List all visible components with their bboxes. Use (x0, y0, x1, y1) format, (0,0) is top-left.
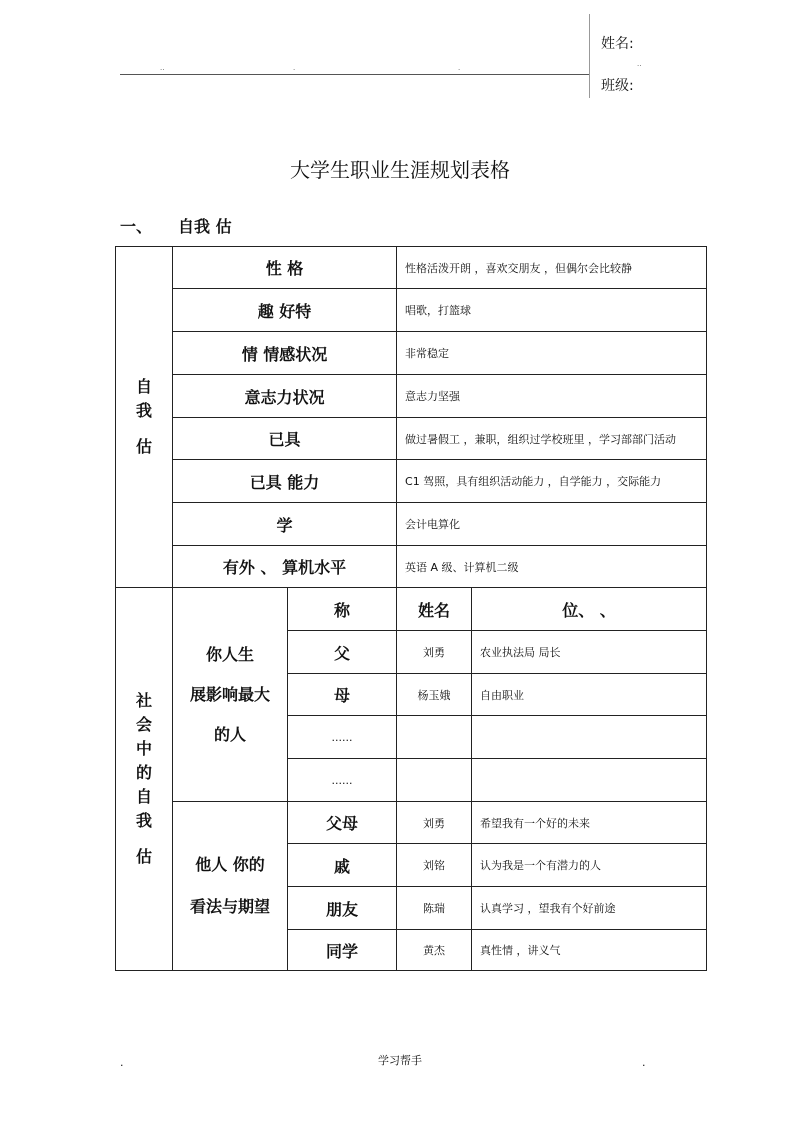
footer-right-dot: . (642, 1056, 646, 1069)
person-name-cell (397, 759, 472, 802)
self-eval-row (116, 247, 707, 289)
relation-cell: ...... (288, 716, 397, 759)
person-name-cell: 黄杰 (397, 930, 472, 971)
info-cell (472, 759, 707, 802)
relation-cell: 母 (288, 674, 397, 716)
group-char: 社 (135, 691, 152, 710)
person-name-cell: 杨玉娥 (397, 674, 472, 716)
trait-value: 性格活泼开朗 ，喜欢交朋友 ，但偶尔会比较静 (397, 247, 707, 289)
trait-value: 唱歌，打篮球 (397, 289, 707, 332)
trait-label: 学 (173, 503, 397, 546)
trait-label: 已具 (173, 418, 397, 460)
trait-label: 意志力状况 (173, 375, 397, 418)
others-view-group-label (173, 802, 288, 971)
relation-cell: ...... (288, 759, 397, 802)
self-eval-row (116, 546, 707, 588)
group-char: 我 (135, 401, 152, 420)
career-plan-table (115, 246, 707, 971)
relation-cell: 父 (288, 631, 397, 674)
trait-label: 情 情感状况 (173, 332, 397, 375)
relation-header: 称 (288, 588, 397, 631)
group-char: 会 (135, 715, 152, 734)
influence-group-label (173, 588, 288, 802)
info-cell: 真性情 ，讲义气 (472, 930, 707, 971)
position-header: 位、 、 (472, 588, 707, 631)
trait-value: 意志力坚强 (397, 375, 707, 418)
info-cell: 认为我是一个有潜力的人 (472, 844, 707, 887)
group-char: 自 (135, 377, 152, 396)
header-dot-mark: .. (637, 60, 642, 68)
social-header-row (116, 588, 707, 631)
group-char: 我 (135, 811, 152, 830)
header-divider (589, 14, 590, 98)
person-name-cell: 刘勇 (397, 802, 472, 844)
trait-label: 性 格 (173, 247, 397, 289)
name-header: 姓名 (397, 588, 472, 631)
section-number: 一、 (120, 217, 153, 236)
self-eval-row (116, 503, 707, 546)
person-name-cell (397, 716, 472, 759)
info-cell: 自由职业 (472, 674, 707, 716)
person-name-cell: 刘铭 (397, 844, 472, 887)
self-eval-row (116, 375, 707, 418)
others-view-label-line: 看法与期望 (189, 897, 270, 916)
group-char: 中 (135, 739, 152, 758)
group-char: 自 (135, 787, 152, 806)
footer-left-dot: . (120, 1056, 124, 1069)
self-eval-group-label (116, 247, 173, 588)
self-eval-row (116, 289, 707, 332)
influence-label-line: 展影响最大 (189, 684, 270, 704)
info-cell (472, 716, 707, 759)
name-label: 姓名: (601, 36, 634, 52)
relation-cell: 同学 (288, 930, 397, 971)
relation-cell: 朋友 (288, 887, 397, 930)
trait-value: 做过暑假工 ，兼职，组织过学校班里 ，学习部部门活动 (397, 418, 707, 460)
group-char: 估 (135, 437, 152, 456)
group-char (116, 833, 172, 845)
class-label: 班级: (601, 78, 634, 94)
section-heading: 自我 估 (178, 217, 232, 236)
trait-label: 有外 、 算机水平 (173, 546, 397, 588)
others-view-row (116, 802, 707, 844)
trait-value: C1 驾照，具有组织活动能力 ，自学能力 ，交际能力 (397, 460, 707, 503)
trait-label: 已具 能力 (173, 460, 397, 503)
relation-cell: 父母 (288, 802, 397, 844)
self-eval-row (116, 418, 707, 460)
social-eval-group-label (116, 588, 173, 971)
info-cell: 认真学习 ，望我有个好前途 (472, 887, 707, 930)
relation-cell: 戚 (288, 844, 397, 887)
person-name-cell: 刘勇 (397, 631, 472, 674)
group-char (116, 423, 172, 435)
influence-label-line: 的人 (213, 724, 246, 744)
trait-value: 非常稳定 (397, 332, 707, 375)
self-eval-row (116, 332, 707, 375)
footer-center-text: 学习帮手 (378, 1054, 422, 1067)
info-cell: 农业执法局 局长 (472, 631, 707, 674)
person-name-cell: 陈瑞 (397, 887, 472, 930)
trait-value: 会计电算化 (397, 503, 707, 546)
trait-label: 趣 好特 (173, 289, 397, 332)
group-char: 的 (135, 763, 152, 782)
header-dot-mark: .. (160, 64, 165, 72)
others-view-label-line: 他人 你的 (195, 855, 265, 874)
header-dot-mark: . (293, 64, 296, 72)
trait-value: 英语 A 级、计算机二级 (397, 546, 707, 588)
header-rule (120, 74, 590, 75)
page-title: 大学生职业生涯规划表格 (290, 158, 510, 182)
info-cell: 希望我有一个好的未来 (472, 802, 707, 844)
group-char: 估 (135, 847, 152, 866)
self-eval-row (116, 460, 707, 503)
influence-label-line: 你人生 (205, 644, 254, 664)
header-dot-mark: . (458, 64, 461, 72)
